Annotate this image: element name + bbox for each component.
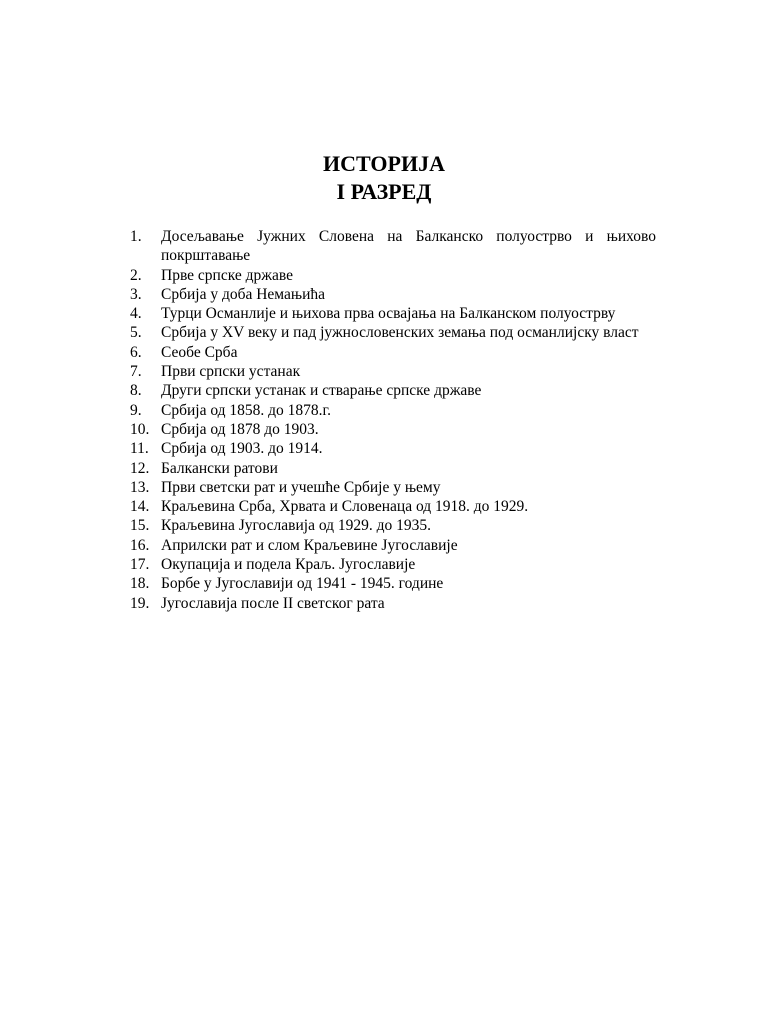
document-subtitle: I РАЗРЕД [336,179,432,204]
list-item-number: 11. [130,440,149,458]
list-item [130,594,656,613]
list-item-number: 4. [130,305,142,323]
topic-list [130,227,656,613]
list-item-number: 3. [130,285,142,303]
list-item [130,478,656,497]
list-item-text: Краљевина Срба, Хрвата и Словенаца од 1918. до 1929. [161,498,529,516]
list-item [130,362,656,381]
list-item-number: 1. [130,228,142,245]
list-item [130,381,656,400]
document-title: ИСТОРИЈА [323,151,445,176]
list-item-number: 10. [130,420,150,438]
list-item-text: Окупација и подела Краљ. Југославије [161,556,416,574]
list-item-text: Досељавање Јужних Словена на Балканско полуострво и њихово покрштавање [161,228,656,265]
list-item-text: Борбе у Југославији од 1941 - 1945. године [161,575,444,593]
list-item-text: Прве српске државе [161,266,293,284]
list-item-text: Априлски рат и слом Краљевине Југославије [161,536,458,554]
list-item [130,343,656,362]
list-item-text: Сеобе Срба [161,343,238,361]
list-item [130,285,656,304]
list-item-number: 16. [130,536,150,554]
list-item [130,323,656,342]
list-item-number: 14. [130,498,150,516]
list-item-number: 2. [130,266,142,284]
list-item-number: 6. [130,343,142,361]
list-item-text: Србија у доба Немањића [161,285,326,303]
list-item [130,304,656,323]
list-item [130,401,656,420]
list-item [130,459,656,478]
title-block [0,150,768,206]
list-item [130,497,656,516]
list-item-text: Први светски рат и учешће Србије у њему [161,478,441,496]
list-item [130,420,656,439]
list-item-number: 17. [130,556,150,574]
list-item-number: 9. [130,401,142,419]
list-item-number: 12. [130,459,150,477]
list-item-text: Југославија после II светског рата [161,594,385,612]
list-item-text: Први српски устанак [161,363,301,381]
list-item [130,516,656,535]
list-item-number: 13. [130,478,150,496]
list-item-text: Краљевина Југославија од 1929. до 1935. [161,517,432,535]
list-item-text: Други српски устанак и стварање српске државе [161,382,482,400]
list-item [130,439,656,458]
list-item [130,536,656,555]
list-item-number: 8. [130,382,142,400]
list-item-text: Турци Османлије и њихова прва освајања на Балканском полуострву [161,305,616,323]
list-item-number: 18. [130,575,150,593]
list-item-number: 7. [130,363,142,381]
list-item [130,574,656,593]
list-item-number: 5. [130,324,142,342]
list-item-text: Србија у XV веку и пад јужнословенских земања под османлијску власт [161,324,639,342]
list-item [130,227,656,266]
list-item-number: 19. [130,594,150,612]
list-item-text: Србија од 1858. до 1878.г. [161,401,332,419]
list-item-number: 15. [130,517,150,535]
list-item-text: Србија од 1878 до 1903. [161,420,319,438]
list-item-text: Балкански ратови [161,459,278,477]
list-item [130,266,656,285]
list-item-text: Србија од 1903. до 1914. [161,440,323,458]
list-item [130,555,656,574]
